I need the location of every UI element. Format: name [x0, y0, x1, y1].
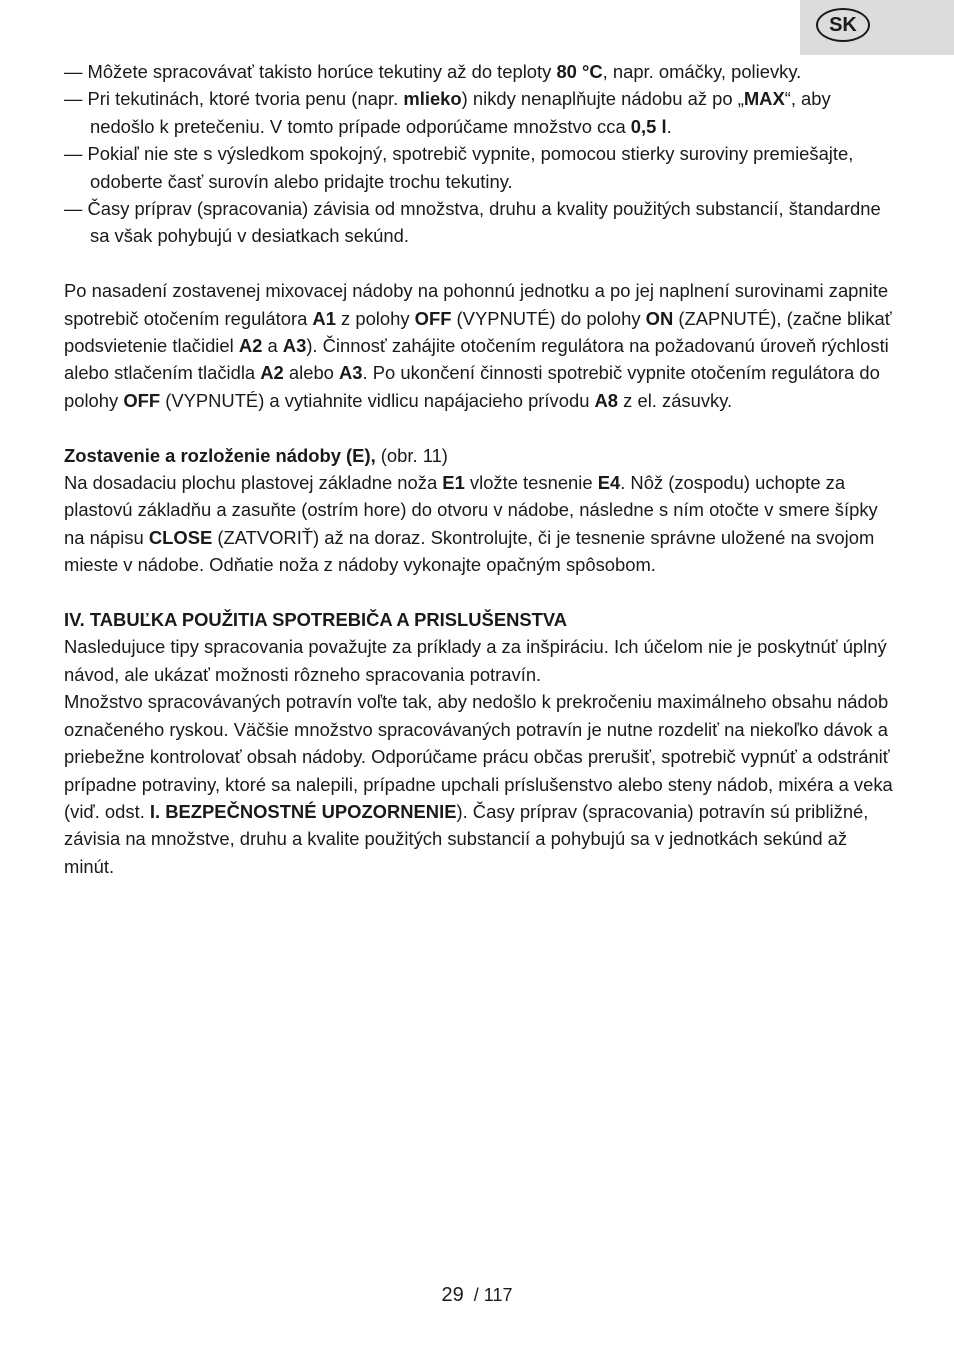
language-badge: SK	[816, 8, 870, 42]
list-item: — Pokiaľ nie ste s výsledkom spokojný, spotrebič vypnite, pomocou stierky suroviny premiešajte, odoberte časť surovín alebo pridajte trochu tekutiny.	[64, 143, 854, 192]
list-item: — Pri tekutinách, ktoré tvoria penu (napr. mlieko) nikdy nenaplňujte nádobu až po „MAX“, aby nedošlo k pretečeniu. V tomto prípade odporúčame množstvo cca 0,5 l.	[64, 88, 831, 137]
figure-ref: (obr. 11)	[375, 444, 448, 466]
assembly-heading: Zostavenie a rozloženie nádoby (E),	[64, 444, 376, 466]
operation-paragraph: Po nasadení zostavenej mixovacej nádoby na pohonnú jednotku a po jej naplnení surovinami zapnite spotrebič otočením regulátora A1 z polohy OFF (VYPNUTÉ) do polohy ON (ZAPNUTÉ), (začne blikať podsvietenie tlačidiel A2 a A3). Činnosť zahájite otočením regulátora na požadovanú úroveň rýchlosti alebo stlačením tlačidla A2 alebo A3. Po ukončení činnosti spotrebič vypnite otočením regulátora do polohy OFF (VYPNUTÉ) a vytiahnite vidlicu napájacieho prívodu A8 z el. zásuvky.	[64, 280, 892, 411]
list-item: — Môžete spracovávať takisto horúce tekutiny až do teploty 80 °C, napr. omáčky, polievky.	[64, 61, 802, 82]
page-number	[0, 1284, 954, 1307]
page-current: 29	[441, 1284, 464, 1306]
quantity-paragraph: Množstvo spracovávaných potravín voľte tak, aby nedošlo k prekročeniu maximálneho obsahu nádob označeného ryskou. Väčšie množstvo spracovávaných potravín je nutne rozdeliť na niekoľko dávok a priebežne kontrolovať obsah nádoby. Odporúčame prácu občas prerušiť, spotrebič vypnúť a odstrániť prípadne potraviny, ktoré sa nalepili, prípadne upchali príslušenstvo alebo steny nádob, mixéra a veka (viď. odst. I. BEZPEČNOSTNÉ UPOZORNENIE). Časy príprav (spracovania) potravín sú približné, závisia na množstve, druhu a kvalite použitých substancií a pohybujú sa v jednotkách sekúnd až minút.	[64, 691, 893, 877]
list-item: — Časy príprav (spracovania) závisia od množstva, druhu a kvality použitých substancií, štandardne sa však pohybujú v desiatkach sekúnd.	[64, 198, 881, 247]
table-section-heading: IV. TABUĽKA POUŽITIA SPOTREBIČA A PRISLUŠENSTVA	[64, 609, 568, 631]
tips-paragraph: Nasledujuce tipy spracovania považujte za príklady a za inšpiráciu. Ich účelom nie je poskytnúť úplný návod, ale ukázať možnosti rôzneho spracovania potravín.	[64, 636, 887, 685]
assembly-paragraph: Na dosadaciu plochu plastovej základne noža E1 vložte tesnenie E4. Nôž (zospodu) uchopte za plastovú základňu a zasuňte (ostrím hore) do otvoru v nádobe, následne s ním otočte v smere šípky na nápisu CLOSE (ZATVORIŤ) až na doraz. Skontrolujte, či je tesnenie správne uložené na svojom mieste v nádobe. Odňatie noža z nádoby vykonajte opačným spôsobom.	[64, 472, 878, 576]
page-content	[64, 58, 894, 880]
assembly-section	[64, 442, 894, 469]
page-total: / 117	[473, 1285, 513, 1305]
